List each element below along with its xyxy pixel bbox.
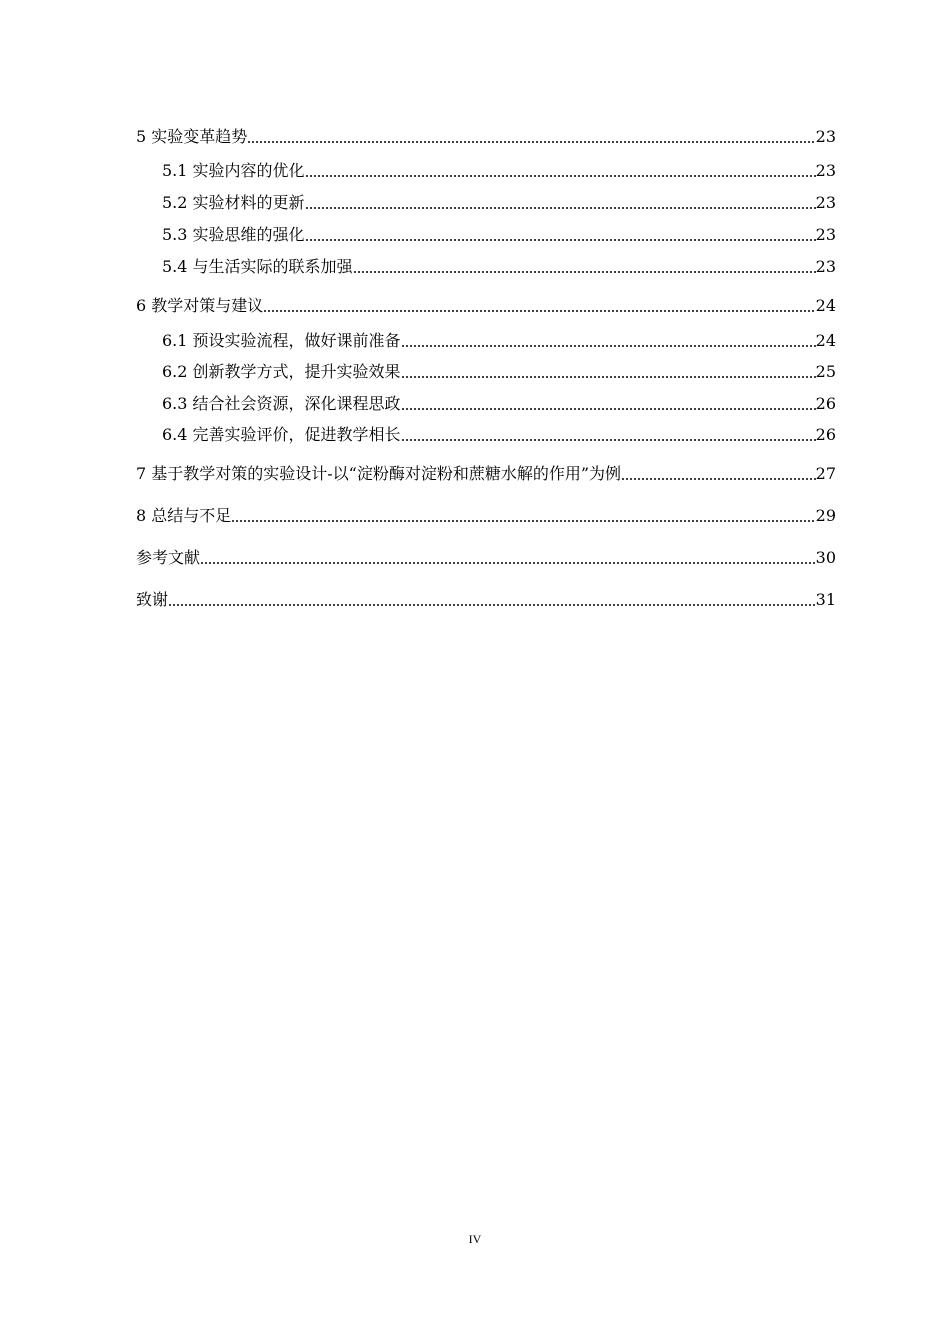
toc-entry-page: 23 [815,257,836,276]
toc-entry-title: 8 总结与不足 [136,506,232,525]
toc-entry-page: 31 [815,590,836,609]
toc-dot-leader [305,175,816,177]
toc-entry-page: 23 [815,127,836,146]
toc-dot-leader [305,207,816,209]
toc-entry-page: 25 [815,362,836,381]
toc-entry-6-3[interactable] [162,393,836,415]
toc-entry-title: 5 实验变革趋势 [136,127,248,146]
toc-entry-6-2[interactable] [162,361,836,383]
toc-entry-page: 30 [815,548,836,567]
toc-entry-title: 7 基于教学对策的实验设计-以“淀粉酶对淀粉和蔗糖水解的作用”为例 [136,464,622,483]
toc-entry-title: 致谢 [136,590,169,609]
toc-entry-page: 23 [815,161,836,180]
toc-entry-page: 26 [815,394,836,413]
toc-entry-5-3[interactable] [162,224,836,246]
toc-dot-leader [247,141,815,143]
toc-entry-title: 6.3 结合社会资源，深化课程思政 [162,394,401,413]
toc-dot-leader [200,562,816,564]
toc-entry-page: 29 [815,506,836,525]
toc-dot-leader [401,345,816,347]
toc-entry-8[interactable] [136,505,836,527]
toc-entry-5-1[interactable] [162,160,836,182]
page-number-footer: IV [468,1232,482,1246]
toc-dot-leader [263,310,815,312]
toc-dot-leader [401,408,816,410]
toc-dot-leader [401,376,816,378]
toc-entry-page: 23 [815,225,836,244]
toc-entry-6[interactable] [136,295,836,317]
toc-dot-leader [168,604,816,606]
toc-entry-title: 6.1 预设实验流程，做好课前准备 [162,331,401,350]
toc-entry-7[interactable] [136,463,836,485]
toc-entry-6-4[interactable] [162,424,836,446]
toc-entry-references[interactable] [136,547,836,569]
toc-entry-5-2[interactable] [162,192,836,214]
toc-entry-5[interactable] [136,126,836,148]
toc-entry-acknowledgements[interactable] [136,589,836,611]
toc-dot-leader [353,271,816,273]
toc-entry-title: 6.4 完善实验评价，促进教学相长 [162,425,401,444]
toc-entry-page: 24 [815,331,836,350]
toc-entry-page: 27 [815,464,836,483]
toc-entry-page: 26 [815,425,836,444]
toc-entry-title: 5.2 实验材料的更新 [162,193,305,212]
toc-dot-leader [305,239,816,241]
toc-entry-5-4[interactable] [162,256,836,278]
toc-entry-page: 24 [815,296,836,315]
toc-entry-title: 5.4 与生活实际的联系加强 [162,257,353,276]
toc-dot-leader [621,478,816,480]
toc-entry-title: 6 教学对策与建议 [136,296,264,315]
toc-entry-title: 5.1 实验内容的优化 [162,161,305,180]
toc-entry-title: 6.2 创新教学方式，提升实验效果 [162,362,401,381]
toc-dot-leader [231,520,815,522]
toc-entry-title: 5.3 实验思维的强化 [162,225,305,244]
toc-entry-page: 23 [815,193,836,212]
toc-entry-6-1[interactable] [162,330,836,352]
toc-entry-title: 参考文献 [136,548,201,567]
toc-dot-leader [401,439,816,441]
